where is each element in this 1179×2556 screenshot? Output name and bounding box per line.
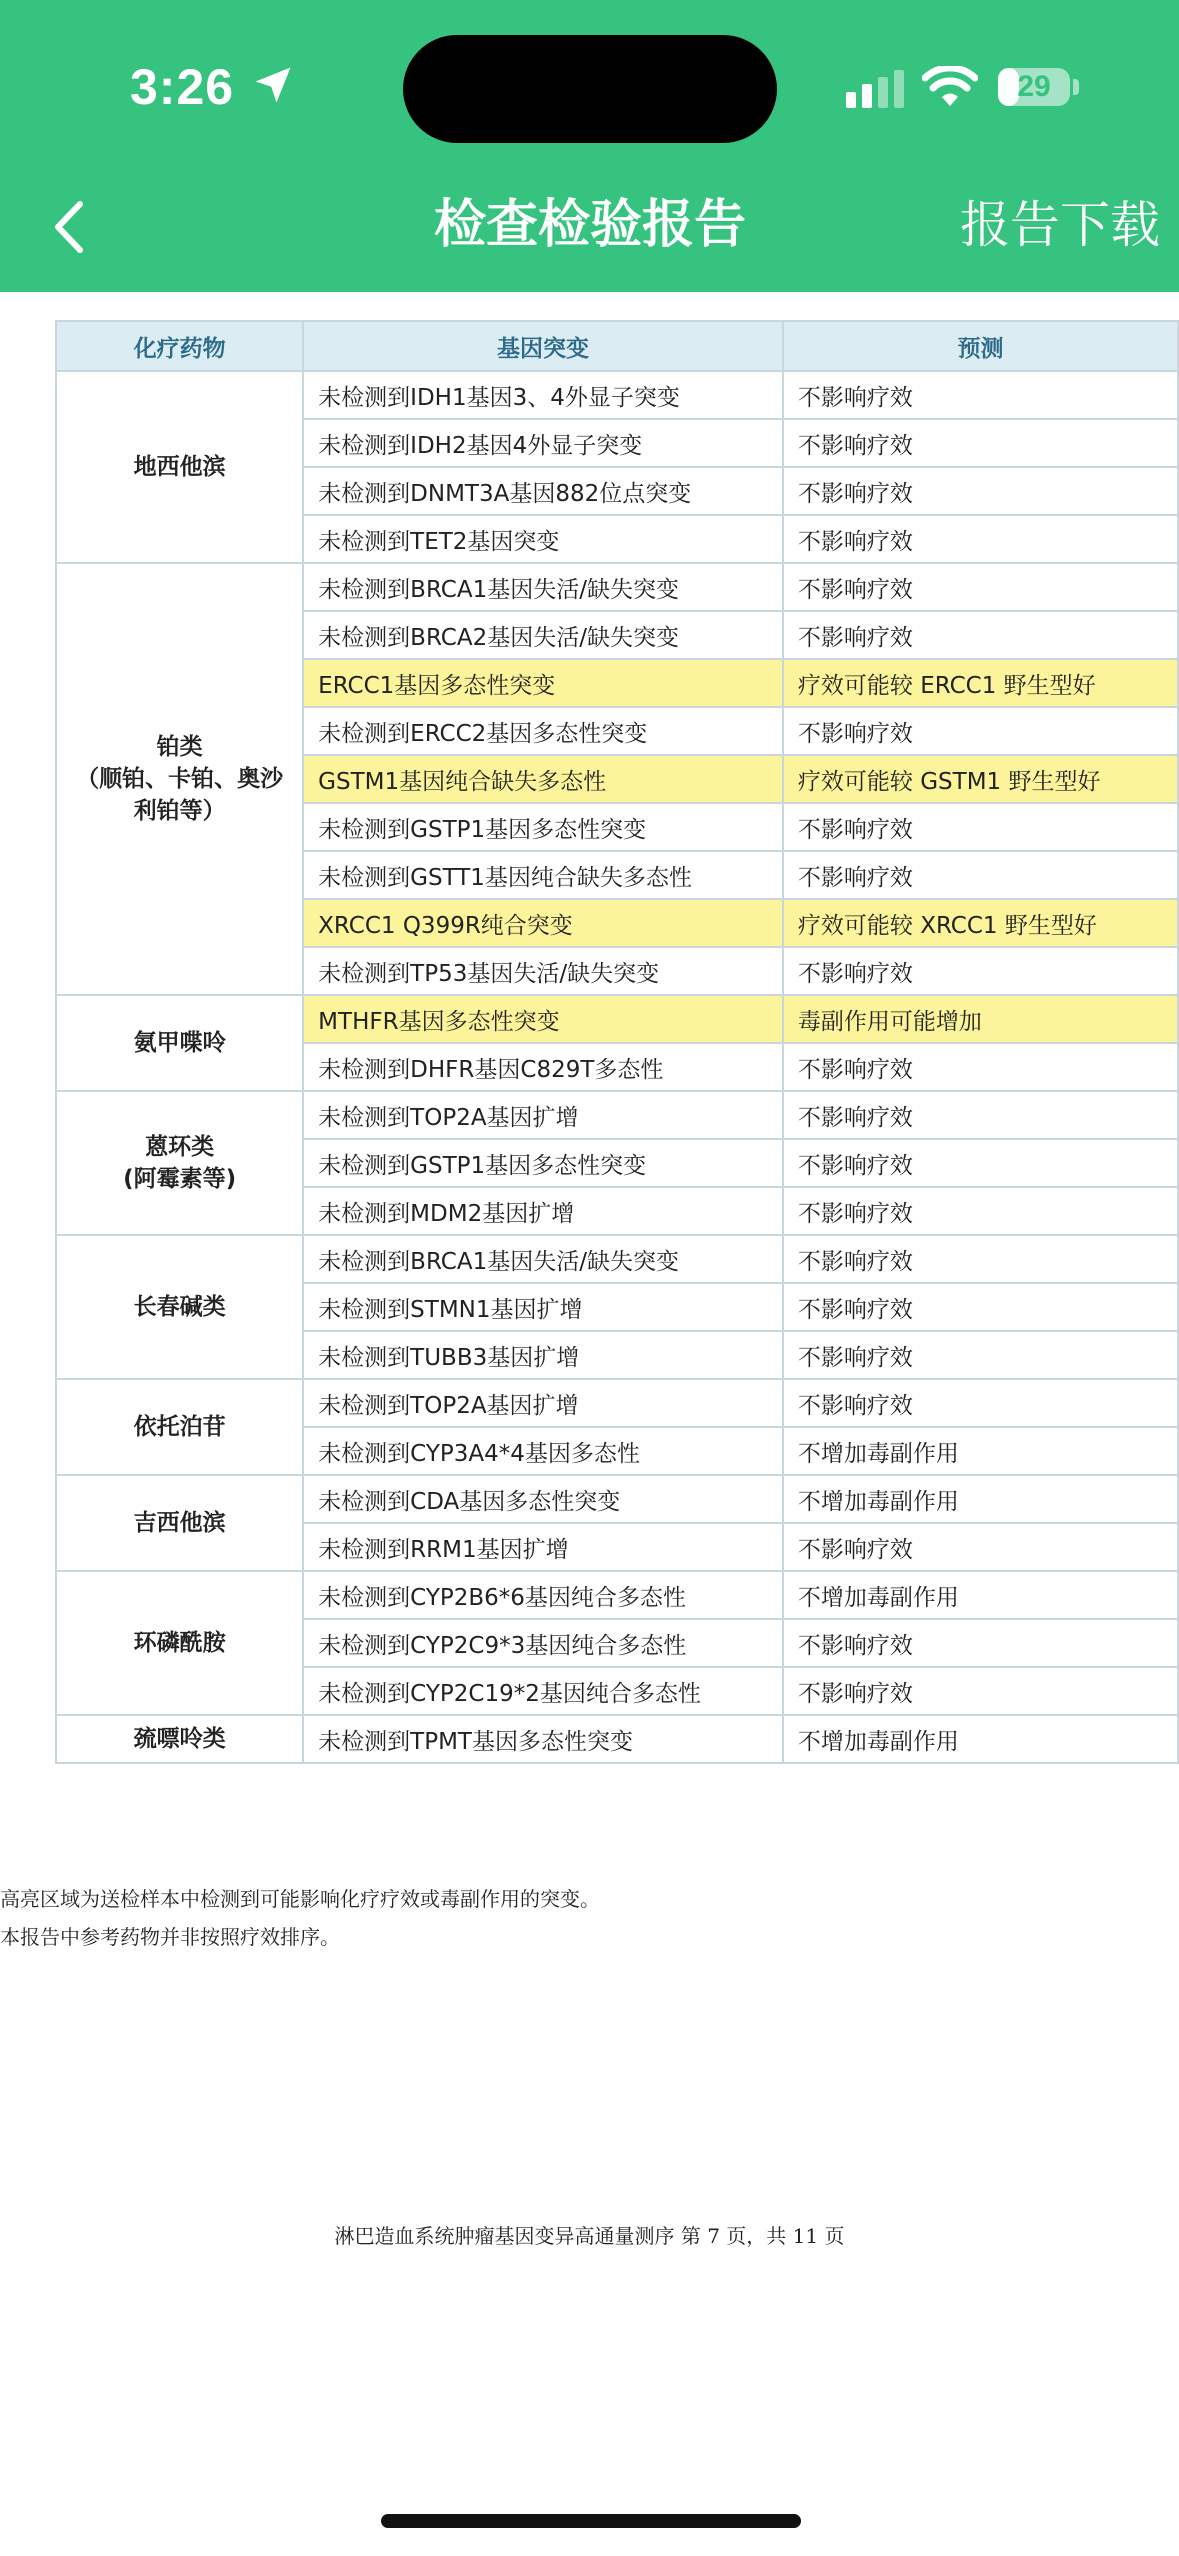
drug-name-cell: 地西他滨	[56, 371, 303, 563]
drug-name-cell: 长春碱类	[56, 1235, 303, 1379]
prediction-cell: 不影响疗效	[783, 803, 1178, 851]
gene-mutation-cell: 未检测到TOP2A基因扩增	[303, 1379, 783, 1427]
gene-mutation-cell: 未检测到BRCA2基因失活/缺失突变	[303, 611, 783, 659]
gene-mutation-cell: 未检测到CYP2B6*6基因纯合多态性	[303, 1571, 783, 1619]
gene-mutation-cell: 未检测到BRCA1基因失活/缺失突变	[303, 563, 783, 611]
gene-mutation-cell: 未检测到TUBB3基因扩增	[303, 1331, 783, 1379]
prediction-cell: 疗效可能较 GSTM1 野生型好	[783, 755, 1178, 803]
prediction-cell: 不影响疗效	[783, 851, 1178, 899]
chemo-prediction-table	[55, 320, 1179, 1764]
home-indicator[interactable]	[381, 2514, 801, 2528]
prediction-cell: 不影响疗效	[783, 1091, 1178, 1139]
gene-mutation-cell: 未检测到TOP2A基因扩增	[303, 1091, 783, 1139]
prediction-cell: 不影响疗效	[783, 947, 1178, 995]
gene-mutation-cell: 未检测到TPMT基因多态性突变	[303, 1715, 783, 1763]
drug-name-cell: 巯嘌呤类	[56, 1715, 303, 1763]
page-footer: 淋巴造血系统肿瘤基因变异高通量测序 第 7 页，共 11 页	[334, 2224, 845, 2248]
drug-name-cell: 蒽环类 (阿霉素等)	[56, 1091, 303, 1235]
table-row	[56, 1235, 1178, 1283]
table-row	[56, 995, 1178, 1043]
prediction-cell: 不影响疗效	[783, 467, 1178, 515]
prediction-cell: 不影响疗效	[783, 707, 1178, 755]
gene-mutation-cell: 未检测到TET2基因突变	[303, 515, 783, 563]
gene-mutation-cell: 未检测到ERCC2基因多态性突变	[303, 707, 783, 755]
prediction-cell: 不影响疗效	[783, 371, 1178, 419]
prediction-cell: 不影响疗效	[783, 1043, 1178, 1091]
gene-mutation-cell: XRCC1 Q399R纯合突变	[303, 899, 783, 947]
gene-mutation-cell: 未检测到TP53基因失活/缺失突变	[303, 947, 783, 995]
battery-percent: 29	[1017, 70, 1051, 103]
gene-mutation-cell: 未检测到RRM1基因扩增	[303, 1523, 783, 1571]
table-row	[56, 1379, 1178, 1427]
gene-mutation-cell: 未检测到CYP2C19*2基因纯合多态性	[303, 1667, 783, 1715]
table-body	[56, 371, 1178, 1763]
prediction-cell: 不影响疗效	[783, 1139, 1178, 1187]
prediction-cell: 不影响疗效	[783, 1523, 1178, 1571]
gene-mutation-cell: 未检测到IDH2基因4外显子突变	[303, 419, 783, 467]
report-notes	[0, 1880, 600, 1956]
location-arrow-icon	[252, 64, 294, 106]
prediction-cell: 不影响疗效	[783, 1331, 1178, 1379]
prediction-cell: 疗效可能较 ERCC1 野生型好	[783, 659, 1178, 707]
prediction-cell: 不影响疗效	[783, 419, 1178, 467]
note-line: 高亮区域为送检样本中检测到可能影响化疗疗效或毒副作用的突变。	[0, 1887, 600, 1911]
prediction-cell: 不影响疗效	[783, 515, 1178, 563]
dynamic-island	[403, 35, 777, 143]
table-row	[56, 1571, 1178, 1619]
drug-name-cell: 依托泊苷	[56, 1379, 303, 1475]
prediction-cell: 不影响疗效	[783, 1379, 1178, 1427]
gene-mutation-cell: 未检测到CDA基因多态性突变	[303, 1475, 783, 1523]
gene-mutation-cell: 未检测到BRCA1基因失活/缺失突变	[303, 1235, 783, 1283]
gene-mutation-cell: MTHFR基因多态性突变	[303, 995, 783, 1043]
prediction-cell: 疗效可能较 XRCC1 野生型好	[783, 899, 1178, 947]
header-drug: 化疗药物	[56, 321, 303, 371]
chevron-left-icon	[40, 190, 100, 260]
back-button[interactable]	[40, 190, 100, 260]
battery-indicator	[998, 68, 1070, 106]
table-row	[56, 371, 1178, 419]
prediction-cell: 不影响疗效	[783, 1187, 1178, 1235]
drug-name-cell: 环磷酰胺	[56, 1571, 303, 1715]
wifi-icon	[922, 66, 978, 108]
gene-mutation-cell: 未检测到CYP2C9*3基因纯合多态性	[303, 1619, 783, 1667]
table-row	[56, 1475, 1178, 1523]
gene-mutation-cell: ERCC1基因多态性突变	[303, 659, 783, 707]
gene-mutation-cell: 未检测到CYP3A4*4基因多态性	[303, 1427, 783, 1475]
cellular-signal-icon	[846, 70, 904, 108]
prediction-cell: 不增加毒副作用	[783, 1571, 1178, 1619]
gene-mutation-cell: 未检测到IDH1基因3、4外显子突变	[303, 371, 783, 419]
prediction-cell: 不影响疗效	[783, 563, 1178, 611]
note-line: 本报告中参考药物并非按照疗效排序。	[0, 1925, 340, 1949]
gene-mutation-cell: 未检测到STMN1基因扩增	[303, 1283, 783, 1331]
status-time: 3:26	[130, 59, 235, 115]
drug-name-cell: 铂类 （顺铂、卡铂、奥沙利铂等）	[56, 563, 303, 995]
header-gene-mutation: 基因突变	[303, 321, 783, 371]
download-report-button[interactable]: 报告下载	[960, 196, 1160, 254]
gene-mutation-cell: 未检测到GSTT1基因纯合缺失多态性	[303, 851, 783, 899]
table-header-row	[56, 321, 1178, 371]
gene-mutation-cell: GSTM1基因纯合缺失多态性	[303, 755, 783, 803]
drug-name-cell: 吉西他滨	[56, 1475, 303, 1571]
table-row	[56, 563, 1178, 611]
prediction-cell: 不影响疗效	[783, 1619, 1178, 1667]
battery-cap	[1073, 79, 1079, 95]
prediction-cell: 不影响疗效	[783, 1667, 1178, 1715]
header-prediction: 预测	[783, 321, 1178, 371]
gene-mutation-cell: 未检测到MDM2基因扩增	[303, 1187, 783, 1235]
prediction-cell: 不影响疗效	[783, 611, 1178, 659]
gene-mutation-cell: 未检测到GSTP1基因多态性突变	[303, 803, 783, 851]
prediction-cell: 不增加毒副作用	[783, 1715, 1178, 1763]
gene-mutation-cell: 未检测到DHFR基因C829T多态性	[303, 1043, 783, 1091]
prediction-cell: 不增加毒副作用	[783, 1475, 1178, 1523]
prediction-cell: 毒副作用可能增加	[783, 995, 1178, 1043]
table-row	[56, 1715, 1178, 1763]
gene-mutation-cell: 未检测到DNMT3A基因882位点突变	[303, 467, 783, 515]
prediction-cell: 不增加毒副作用	[783, 1427, 1178, 1475]
page-title: 检查检验报告	[433, 195, 746, 255]
app-header	[0, 0, 1179, 292]
table-row	[56, 1091, 1178, 1139]
drug-name-cell: 氨甲喋呤	[56, 995, 303, 1091]
prediction-cell: 不影响疗效	[783, 1283, 1178, 1331]
gene-mutation-cell: 未检测到GSTP1基因多态性突变	[303, 1139, 783, 1187]
prediction-cell: 不影响疗效	[783, 1235, 1178, 1283]
